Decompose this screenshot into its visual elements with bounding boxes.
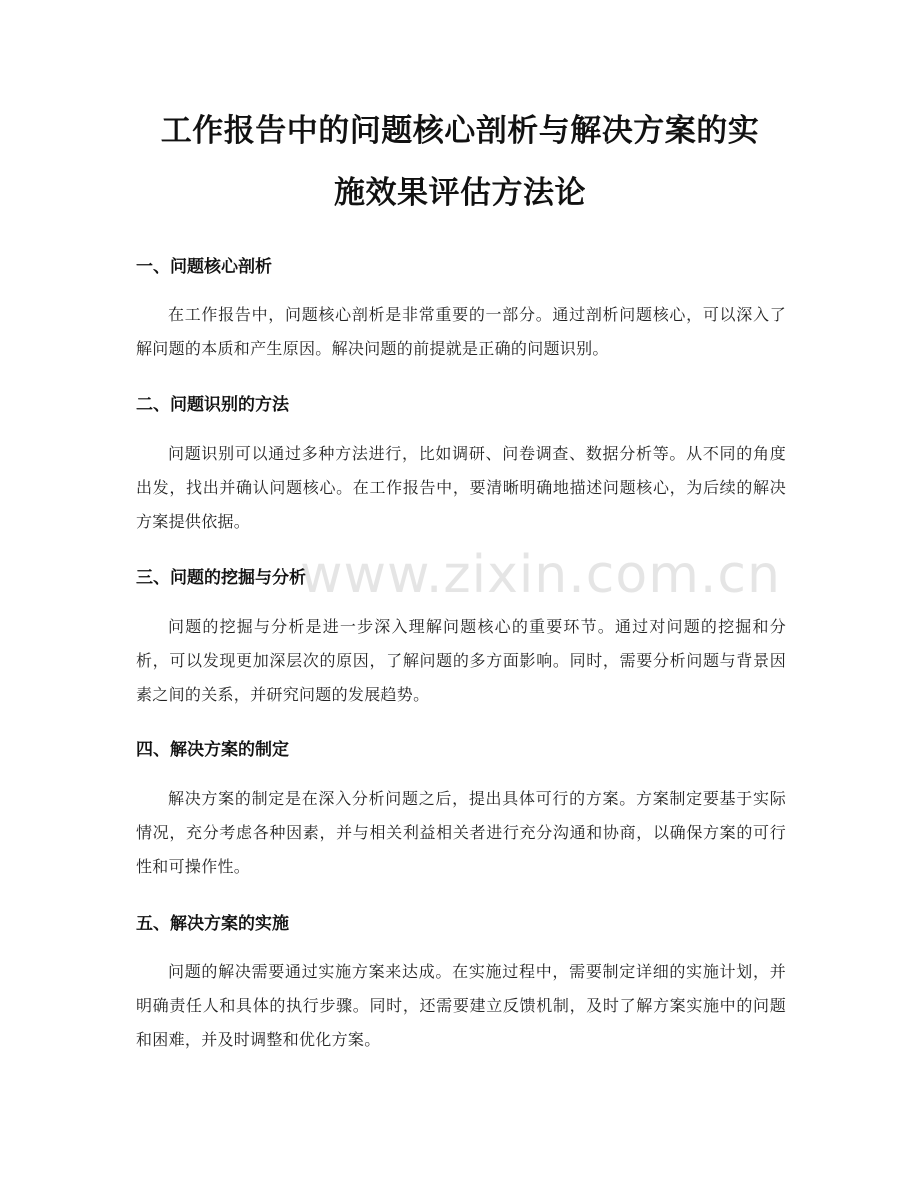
- section-body-2: 问题识别可以通过多种方法进行，比如调研、问卷调查、数据分析等。从不同的角度出发，找出并确认问题核心。在工作报告中，要清晰明确地描述问题核心，为后续的解决方案提供依据。: [136, 444, 786, 531]
- section-body-1: 在工作报告中，问题核心剖析是非常重要的一部分。通过剖析问题核心，可以深入了解问题的本质和产生原因。解决问题的前提就是正确的问题识别。: [136, 305, 786, 358]
- section-heading-5: 五、解决方案的实施: [136, 914, 289, 934]
- section-body-4: 解决方案的制定是在深入分析问题之后，提出具体可行的方案。方案制定要基于实际情况，充分考虑各种因素，并与相关利益相关者进行充分沟通和协商，以确保方案的可行性和可操作性。: [136, 789, 786, 876]
- section-heading-1: 一、问题核心剖析: [136, 257, 272, 277]
- section-body-5: 问题的解决需要通过实施方案来达成。在实施过程中，需要制定详细的实施计划，并明确责任人和具体的执行步骤。同时，还需要建立反馈机制，及时了解方案实施中的问题和困难，并及时调整和优化方案。: [136, 962, 786, 1049]
- watermark-text: www.zixin.com.cn: [300, 545, 781, 605]
- section-heading-3: 三、问题的挖掘与分析: [136, 568, 306, 588]
- title-line-2: 施效果评估方法论: [334, 175, 586, 211]
- title-line-1: 工作报告中的问题核心剖析与解决方案的实: [160, 113, 760, 149]
- section-body-3: 问题的挖掘与分析是进一步深入理解问题核心的重要环节。通过对问题的挖掘和分析，可以发现更加深层次的原因，了解问题的多方面影响。同时，需要分析问题与背景因素之间的关系，并研究问题的发展趋势。: [136, 617, 786, 704]
- document-title: [120, 100, 800, 224]
- section-heading-2: 二、问题识别的方法: [136, 395, 289, 415]
- section-heading-4: 四、解决方案的制定: [136, 740, 289, 760]
